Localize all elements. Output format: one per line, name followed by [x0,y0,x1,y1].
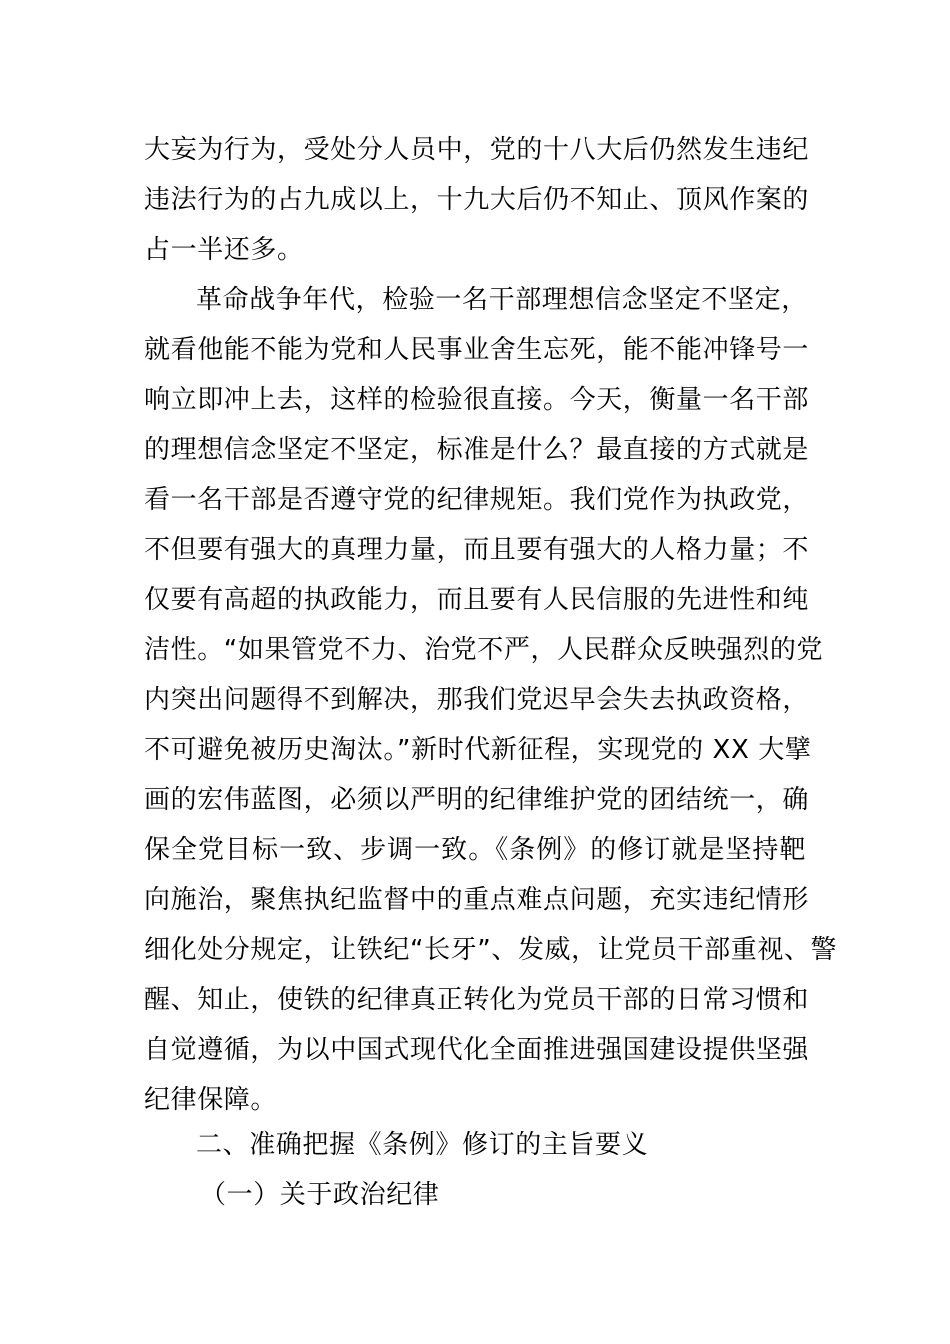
section-heading: 二、准确把握《条例》修订的主旨要义 [196,1130,649,1160]
body-text-line: 保全党目标一致、步调一致。《条例》的修订就是坚持靶 [144,835,806,865]
body-text-line: 向施治，聚焦执纪监督中的重点难点问题，充实违纪情形 [144,885,810,915]
body-text-line: 画的宏伟蓝图，必须以严明的纪律维护党的团结统一，确 [144,785,810,815]
body-text-line: 响立即冲上去，这样的检验很直接。今天，衡量一名干部 [144,385,810,415]
body-text-line: 大妄为行为，受处分人员中，党的十八大后仍然发生违纪 [144,135,810,165]
body-text-line: 仅要有高超的执政能力，而且要有人民信服的先进性和纯 [144,585,810,615]
body-text-line: 看一名干部是否遵守党的纪律规矩。我们党作为执政党， [144,485,810,515]
body-text-line: 纪律保障。 [144,1085,278,1115]
body-text-line: 细化处分规定，让铁纪“长牙”、发威，让党员干部重视、警 [144,935,838,965]
body-text-line: 违法行为的占九成以上，十九大后仍不知止、顶风作案的 [144,185,810,215]
subsection-heading: （一）关于政治纪律 [200,1180,440,1210]
body-text-line: 的理想信念坚定不坚定，标准是什么？最直接的方式就是 [144,435,810,465]
body-text-line: 自觉遵循，为以中国式现代化全面推进强国建设提供坚强 [144,1035,810,1065]
body-text-line: 就看他能不能为党和人民事业舍生忘死，能不能冲锋号一 [144,335,810,365]
body-text-line: 醒、知止，使铁的纪律真正转化为党员干部的日常习惯和 [144,985,810,1015]
body-text-line: 不可避免被历史淘汰。”新时代新征程，实现党的 XX 大擘 [144,735,812,765]
body-text-line: 内突出问题得不到解决，那我们党迟早会失去执政资格， [144,685,810,715]
paragraph-first-line: 革命战争年代，检验一名干部理想信念坚定不坚定， [196,285,808,315]
body-text-line: 不但要有强大的真理力量，而且要有强大的人格力量；不 [144,535,810,565]
body-text-line: 占一半还多。 [144,235,304,265]
body-text-line: 洁性。“如果管党不力、治党不严，人民群众反映强烈的党 [144,635,824,665]
